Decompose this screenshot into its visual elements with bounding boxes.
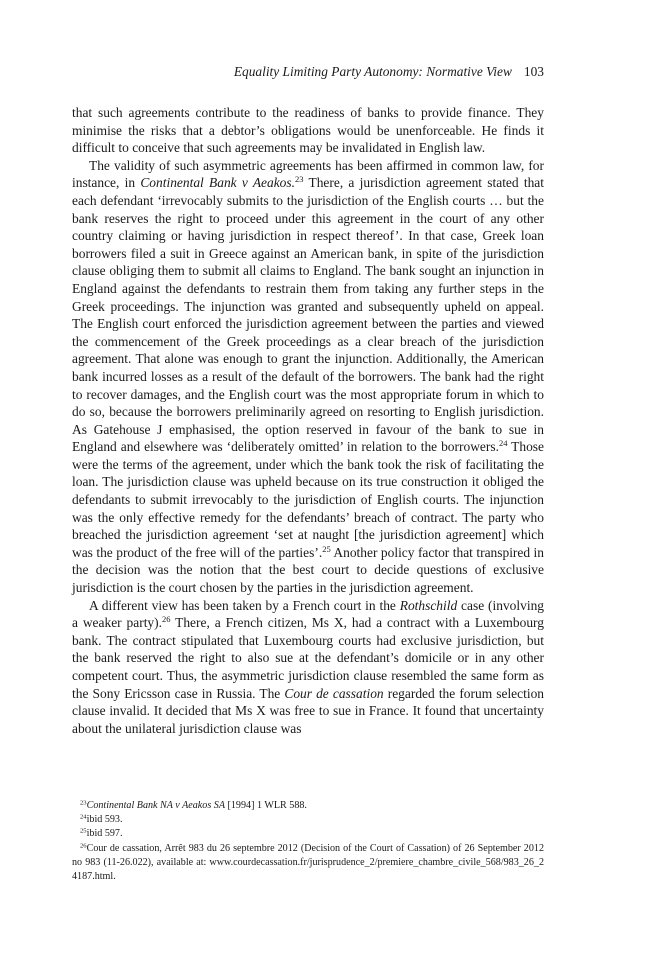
footnote-text: Cour de cassation, Arrêt 983 du 26 septembre 2012 (Decision of the Court of Cassation) of 26 September 2012 no 983 (11-26.022), available at:	[72, 842, 544, 868]
footnote-23	[72, 799, 544, 813]
footnote-number: 24	[80, 813, 87, 821]
p3-text-d: regarded the forum selection clause invalid. It decided that Ms X was free to sue in France. It found that uncertainty about the unilateral jurisdiction clause was	[72, 685, 545, 736]
footnote-text: ibid 597.	[86, 828, 123, 840]
footnote-ref-25[interactable]: 25	[322, 543, 331, 554]
footnote-ref-23[interactable]: 23	[295, 174, 304, 185]
footnote-tail: .	[113, 871, 116, 883]
footnotes	[72, 799, 544, 884]
footnote-case-name: Continental Bank NA v Aeakos SA	[86, 800, 225, 811]
p2-text-c: Those were the terms of the agreement, under which the bank took the risk of facilitating the loan. The jurisdiction clause was upheld because on its true construction it obliged the defendants to submit irrevocably to the jurisdiction of English courts. The injunction was the only effective remedy for the defendants’ breach of contract. The party who breached the jurisdiction agreement ‘set at naught [the jurisdiction agreement] which was the product of the free will of the parties’.	[72, 439, 544, 560]
p3-text-b: case (involving a weaker party).	[72, 597, 545, 631]
running-title: Equality Limiting Party Autonomy: Normative View	[233, 64, 512, 79]
case-name-continental-bank: Continental Bank v Aeakos.	[140, 175, 295, 191]
paragraph-2	[72, 157, 544, 597]
p2-text-d: Another policy factor that transpired in the decision was the notion that the best court to decide questions of exclusive jurisdiction is the court chosen by the parties in the jurisdiction agreement.	[72, 544, 545, 596]
body-text	[72, 104, 544, 737]
page-number: 103	[523, 64, 544, 79]
p2-text-b: There, a jurisdiction agreement stated that each defendant ‘irrevocably submits to the jurisdiction of the English courts … but the bank reserves the right to proceed under this agreement in the court of any other country claiming or having jurisdiction in respect thereof’. In that case, Greek loan borrowers filed a suit in Greece against an American bank, in spite of the jurisdiction clause obliging them to submit all claims to England. The bank sought an injunction in England against the defendants to restrain them from taking any further steps in the Greek proceedings. The injunction was granted and subsequently upheld on appeal. The English court enforced the jurisdiction agreement between the parties and viewed the commencement of the Greek proceedings as a clear breach of the jurisdiction agreement. That alone was enough to grant the injunction. Additionally, the American bank incurred losses as a result of the default of the borrowers. The bank had the right to recover damages, and the English court was the most appropriate forum in which to do so, because the borrowers preliminarily agreed on resorting to English jurisdiction. As Gatehouse J emphasised, the option reserved in favour of the bank to sue in England and elsewhere was ‘deliberately omitted’ in relation to the borrowers.	[72, 175, 545, 455]
footnote-ref-24[interactable]: 24	[498, 438, 508, 449]
p3-text-a: A different view has been taken by a French court in the	[89, 597, 400, 613]
footnote-number: 26	[80, 842, 87, 850]
p3-text-c: There, a French citizen, Ms X, had a contract with a Luxembourg bank. The contract stipulated that Luxembourg courts had exclusive jurisdiction, but the bank reserved the right to also sue at the defendant’s domicile or in any other competent court. Thus, the asymmetric jurisdiction clause resembled the same form as the Sony Ericsson case in Russia. The	[72, 615, 544, 701]
page-header	[72, 63, 544, 81]
footnote-25	[72, 827, 544, 841]
footnote-url-link[interactable]: www.courdecassation.fr/jurisprudence_2/premiere_chambre_civile_568/983_26_24187.html	[72, 856, 544, 883]
case-name-rothschild: Rothschild	[399, 597, 458, 613]
footnote-26	[72, 842, 544, 885]
footnote-number: 25	[80, 827, 87, 835]
footnote-text: ibid 593.	[86, 814, 123, 826]
paragraph-1: that such agreements contribute to the readiness of banks to provide finance. They minimise the risks that a debtor’s obligations would be unenforceable. He finds it difficult to conceive that such agreements may be invalidated in English law.	[72, 105, 544, 156]
paragraph-3	[72, 597, 544, 738]
footnote-ref-26[interactable]: 26	[161, 614, 171, 625]
footnote-24	[72, 813, 544, 827]
court-name: Cour de cassation	[284, 685, 384, 701]
p2-text-a: The validity of such asymmetric agreements has been affirmed in common law, for instance, in	[72, 157, 544, 191]
footnote-text: [1994] 1 WLR 588.	[225, 800, 307, 811]
footnote-number: 23	[80, 799, 87, 807]
